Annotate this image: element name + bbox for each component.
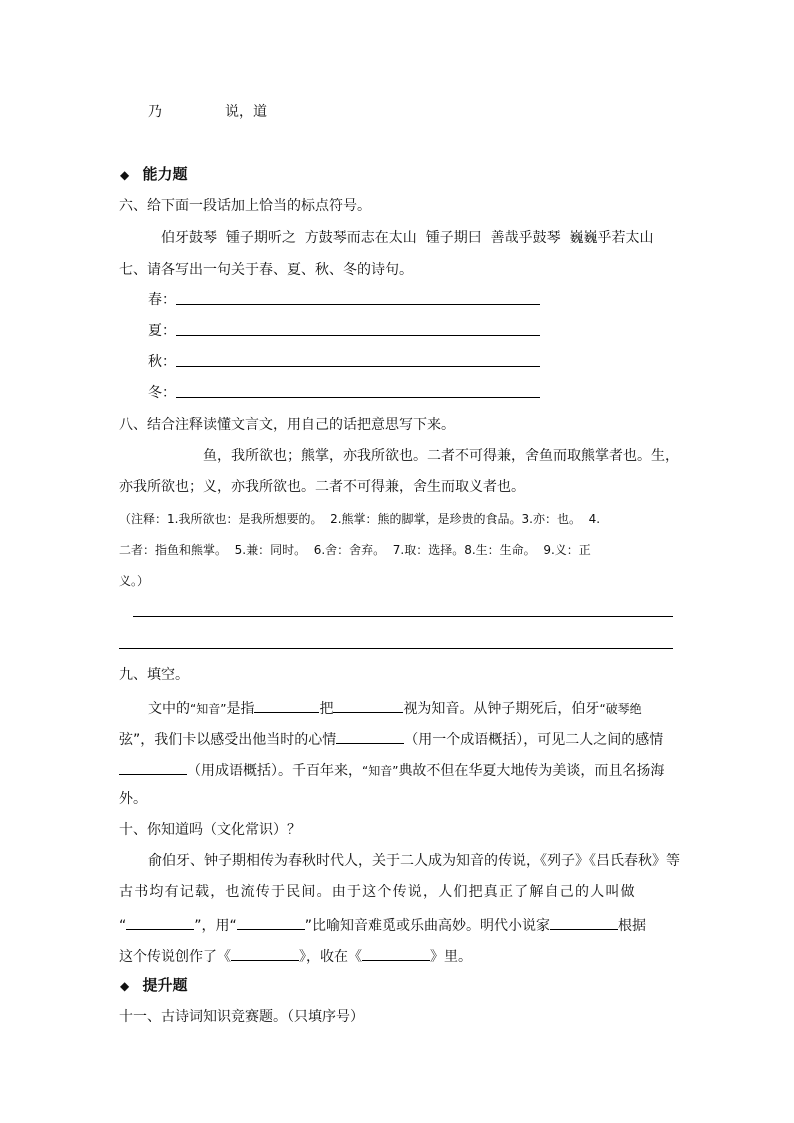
q10-title: 十、你知道吗（文化常识）？ <box>119 822 301 838</box>
q9-text: 把 <box>319 701 334 717</box>
q9-line3 <box>119 760 664 779</box>
q9-text: （用一个成语概括），可见二人之间的感情 <box>404 732 664 748</box>
q10-blank-4[interactable] <box>231 946 299 961</box>
q7-title: 七、请各写出一句关于春、夏、秋、冬的诗句。 <box>119 262 413 278</box>
q9-blank-3[interactable] <box>336 729 404 744</box>
q9-line2 <box>119 729 663 748</box>
q9-text: 是指 <box>226 701 255 717</box>
q8-note-line1: （注释：1.我所欲也：是我所想要的。 2.熊掌：熊的脚掌，是珍贵的食品。3.亦：也。 4. <box>119 512 601 526</box>
q8-note-line2: 二者：指鱼和熊掌。 5.兼：同时。 6.舍：舍弃。 7.取：选择。8.生：生命。 9.义：正 <box>119 543 591 557</box>
q7-answer-line-winter[interactable] <box>176 397 540 398</box>
q11-title: 十一、古诗词知识竞赛题。（只填序号） <box>119 1009 364 1025</box>
q9-text: 视为知音。从钟子期死后，伯牙 <box>403 701 600 717</box>
q9-zhiyin-quote-2: “知音” <box>362 764 399 778</box>
q9-poqin-quote: “破琴绝 <box>599 702 642 716</box>
q9-text: 文中的 <box>148 701 190 717</box>
fragment-nai: 乃 <box>148 104 162 120</box>
q10-line3 <box>119 915 646 934</box>
q10-text: 这个传说创作了《 <box>119 949 231 965</box>
q6-text: 伯牙鼓琴 锺子期听之 方鼓琴而志在太山 锺子期曰 善哉乎鼓琴 巍巍乎若太山 <box>161 230 654 246</box>
q9-blank-2[interactable] <box>333 698 403 713</box>
q10-blank-2[interactable] <box>237 915 305 930</box>
diamond-bullet-icon: ◆ <box>120 979 130 993</box>
q10-blank-3[interactable] <box>550 915 618 930</box>
q9-line1 <box>148 698 642 717</box>
q9-text: 弦”，我们卡以感受出他当时的心情 <box>119 732 337 748</box>
q9-text: 典故不但在华夏大地传为美谈，而且名扬海 <box>398 763 665 779</box>
section-advanced-title: 提升题 <box>142 976 188 994</box>
section-advanced-heading <box>120 977 187 994</box>
q8-answer-line-1[interactable] <box>133 616 673 617</box>
q9-title: 九、填空。 <box>119 667 189 683</box>
q8-answer-line-2[interactable] <box>119 648 673 649</box>
q7-label-summer: 夏： <box>148 323 176 339</box>
q10-text: ”比喻知音难觅或乐曲高妙。明代小说家 <box>304 918 551 934</box>
q7-answer-line-autumn[interactable] <box>176 366 540 367</box>
q9-line4: 外。 <box>119 791 147 807</box>
q7-label-spring: 春： <box>148 292 176 308</box>
diamond-bullet-icon: ◆ <box>120 168 130 182</box>
q8-note-line3: 义。） <box>119 574 150 588</box>
q10-line4 <box>119 946 472 965</box>
q8-title: 八、结合注释读懂文言文，用自己的话把意思写下来。 <box>119 417 455 433</box>
q9-text: （用成语概括）。千百年来， <box>187 763 362 779</box>
q10-text: ”，用“ <box>194 918 237 934</box>
section-ability-title: 能力题 <box>142 165 188 183</box>
q10-text: 》里。 <box>430 949 472 965</box>
fragment-shuo-dao: 说，道 <box>225 104 267 120</box>
q7-label-winter: 冬： <box>148 385 176 401</box>
q9-blank-1[interactable] <box>254 698 319 713</box>
q10-blank-1[interactable] <box>126 915 194 930</box>
q10-line2: 古书均有记载，也流传于民间。由于这个传说，人们把真正了解自己的人叫做 <box>119 884 636 900</box>
q7-answer-line-spring[interactable] <box>176 304 540 305</box>
section-ability-heading <box>120 166 187 183</box>
q9-zhiyin-quote: “知音” <box>190 702 227 716</box>
q10-text: “ <box>119 918 127 934</box>
q8-passage-line2: 亦我所欲也；义，亦我所欲也。二者不可得兼，舍生而取义者也。 <box>119 479 525 495</box>
q8-passage-line1: 鱼，我所欲也；熊掌，亦我所欲也。二者不可得兼，舍鱼而取熊掌者也。生， <box>203 448 679 464</box>
q7-label-autumn: 秋： <box>148 354 176 370</box>
q10-text: 根据 <box>618 918 647 934</box>
q10-line1: 俞伯牙、钟子期相传为春秋时代人，关于二人成为知音的传说，《列子》《吕氏春秋》等 <box>148 853 680 869</box>
q7-answer-line-summer[interactable] <box>176 335 540 336</box>
q9-blank-4[interactable] <box>119 760 187 775</box>
q6-title: 六、给下面一段话加上恰当的标点符号。 <box>119 198 371 214</box>
q10-text: 》，收在《 <box>299 949 362 965</box>
q10-blank-5[interactable] <box>362 946 430 961</box>
